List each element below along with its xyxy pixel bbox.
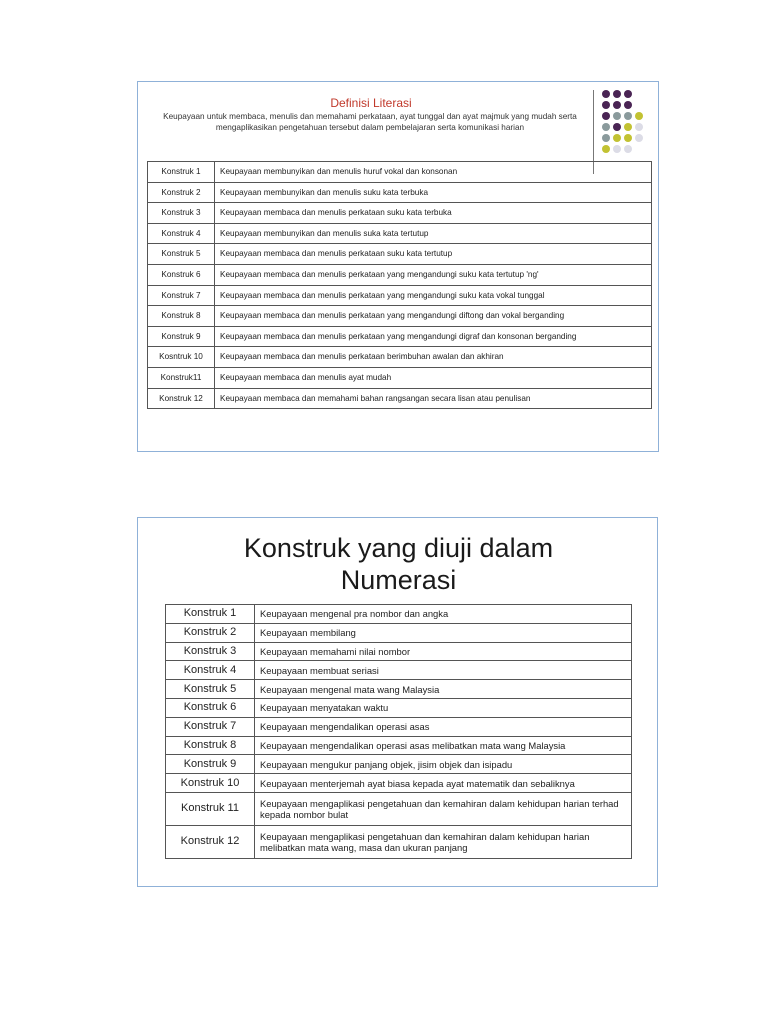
konstruk-description: Keupayaan membaca dan menulis perkataan berimbuhan awalan dan akhiran — [215, 347, 652, 368]
decorative-dot — [624, 112, 632, 120]
decorative-dot — [613, 101, 621, 109]
table-row — [166, 774, 632, 793]
konstruk-label: Konstruk 6 — [148, 264, 215, 285]
konstruk-description: Keupayaan membaca dan menulis ayat mudah — [215, 367, 652, 388]
table-row — [166, 698, 632, 717]
konstruk-label: Konstruk 12 — [166, 825, 255, 858]
table-row — [148, 182, 652, 203]
konstruk-label: Konstruk 4 — [166, 661, 255, 680]
numerasi-title — [138, 532, 659, 596]
konstruk-description: Keupayaan mengenal mata wang Malaysia — [255, 680, 632, 699]
konstruk-description: Keupayaan membaca dan menulis perkataan yang mengandungi suku kata tertutup 'ng' — [215, 264, 652, 285]
decorative-dot — [624, 145, 632, 153]
numerasi-title-line1: Konstruk yang diuji dalam — [243, 533, 554, 563]
konstruk-label: Konstruk 3 — [166, 642, 255, 661]
konstruk-label: Konstruk 12 — [148, 388, 215, 409]
konstruk-description: Keupayaan membaca dan menulis perkataan yang mengandungi suku kata vokal tunggal — [215, 285, 652, 306]
decorative-dot — [602, 90, 610, 98]
konstruk-label: Konstruk 1 — [148, 162, 215, 183]
konstruk-description: Keupayaan menyatakan waktu — [255, 698, 632, 717]
decorative-dot — [635, 123, 643, 131]
decorative-dot — [624, 101, 632, 109]
table-row — [148, 244, 652, 265]
konstruk-label: Konstruk 5 — [148, 244, 215, 265]
table-row — [148, 264, 652, 285]
table-row — [148, 285, 652, 306]
konstruk-label: Konstruk11 — [148, 367, 215, 388]
literasi-title: Definisi Literasi — [330, 96, 412, 110]
decorative-dot — [624, 123, 632, 131]
decorative-dot — [613, 134, 621, 142]
konstruk-description: Keupayaan mengukur panjang objek, jisim objek dan isipadu — [255, 755, 632, 774]
konstruk-description: Keupayaan mengendalikan operasi asas — [255, 717, 632, 736]
table-row — [166, 605, 632, 624]
numerasi-konstruk-table — [165, 604, 632, 859]
decorative-dot — [602, 134, 610, 142]
table-row — [166, 736, 632, 755]
konstruk-description: Keupayaan membunyikan dan menulis huruf vokal dan konsonan — [215, 162, 652, 183]
literasi-konstruk-table — [147, 161, 652, 409]
table-row — [166, 792, 632, 825]
decorative-dot — [613, 90, 621, 98]
literasi-definition: Keupayaan untuk membaca, menulis dan memahami perkataan, ayat tunggal dan ayat majmuk yang mudah serta mengaplikasikan pengetahuan tersebut dalam pembelajaran serta komunikasi harian — [163, 112, 577, 132]
konstruk-description: Keupayaan mengaplikasi pengetahuan dan kemahiran dalam kehidupan harian melibatkan mata wang, masa dan ukuran panjang — [255, 825, 632, 858]
decorative-dot — [613, 112, 621, 120]
konstruk-description: Keupayaan memahami nilai nombor — [255, 642, 632, 661]
konstruk-label: Konstruk 7 — [166, 717, 255, 736]
konstruk-description: Keupayaan membaca dan memahami bahan rangsangan secara lisan atau penulisan — [215, 388, 652, 409]
konstruk-label: Konstruk 4 — [148, 223, 215, 244]
table-row — [166, 755, 632, 774]
konstruk-label: Kosntruk 10 — [148, 347, 215, 368]
table-row — [148, 347, 652, 368]
slide-konstruk-numerasi — [137, 517, 658, 887]
konstruk-description: Keupayaan mengenal pra nombor dan angka — [255, 605, 632, 624]
konstruk-label: Konstruk 9 — [148, 326, 215, 347]
konstruk-label: Konstruk 7 — [148, 285, 215, 306]
table-row — [148, 223, 652, 244]
konstruk-description: Keupayaan membaca dan menulis perkataan yang mengandungi digraf dan konsonan berganding — [215, 326, 652, 347]
konstruk-description: Keupayaan mengendalikan operasi asas melibatkan mata wang Malaysia — [255, 736, 632, 755]
konstruk-label: Konstruk 3 — [148, 203, 215, 224]
table-row — [148, 162, 652, 183]
konstruk-description: Keupayaan membaca dan menulis perkataan suku kata terbuka — [215, 203, 652, 224]
konstruk-label: Konstruk 8 — [148, 306, 215, 327]
konstruk-label: Konstruk 10 — [166, 774, 255, 793]
slide-definisi-literasi — [137, 81, 659, 452]
decorative-dot — [613, 145, 621, 153]
konstruk-description: Keupayaan mengaplikasi pengetahuan dan kemahiran dalam kehidupan harian terhad kepada nombor bulat — [255, 792, 632, 825]
konstruk-label: Konstruk 5 — [166, 680, 255, 699]
table-row — [148, 203, 652, 224]
decorative-dot — [635, 134, 643, 142]
konstruk-label: Konstruk 2 — [166, 623, 255, 642]
table-row — [148, 306, 652, 327]
konstruk-label: Konstruk 1 — [166, 605, 255, 624]
konstruk-description: Keupayaan membunyikan dan menulis suka kata tertutup — [215, 223, 652, 244]
konstruk-description: Keupayaan membaca dan menulis perkataan suku kata tertutup — [215, 244, 652, 265]
konstruk-description: Keupayaan membunyikan dan menulis suku kata terbuka — [215, 182, 652, 203]
decorative-dot-grid — [602, 90, 662, 170]
decorative-dot — [624, 134, 632, 142]
table-row — [166, 642, 632, 661]
decorative-dot — [624, 90, 632, 98]
konstruk-description: Keupayaan membuat seriasi — [255, 661, 632, 680]
konstruk-label: Konstruk 9 — [166, 755, 255, 774]
decorative-dot — [602, 101, 610, 109]
table-row — [166, 825, 632, 858]
table-row — [166, 661, 632, 680]
decorative-dot — [613, 123, 621, 131]
konstruk-description: Keupayaan membilang — [255, 623, 632, 642]
konstruk-label: Konstruk 11 — [166, 792, 255, 825]
konstruk-label: Konstruk 8 — [166, 736, 255, 755]
decorative-dot — [602, 145, 610, 153]
decorative-dot — [602, 112, 610, 120]
table-row — [166, 680, 632, 699]
konstruk-description: Keupayaan membaca dan menulis perkataan yang mengandungi diftong dan vokal berganding — [215, 306, 652, 327]
decorative-dot — [635, 112, 643, 120]
numerasi-title-line2: Numerasi — [340, 565, 457, 595]
table-row — [166, 717, 632, 736]
konstruk-description: Keupayaan menterjemah ayat biasa kepada ayat matematik dan sebaliknya — [255, 774, 632, 793]
table-row — [166, 623, 632, 642]
decorative-dot — [602, 123, 610, 131]
konstruk-label: Konstruk 6 — [166, 698, 255, 717]
table-row — [148, 326, 652, 347]
table-row — [148, 388, 652, 409]
table-row — [148, 367, 652, 388]
konstruk-label: Konstruk 2 — [148, 182, 215, 203]
